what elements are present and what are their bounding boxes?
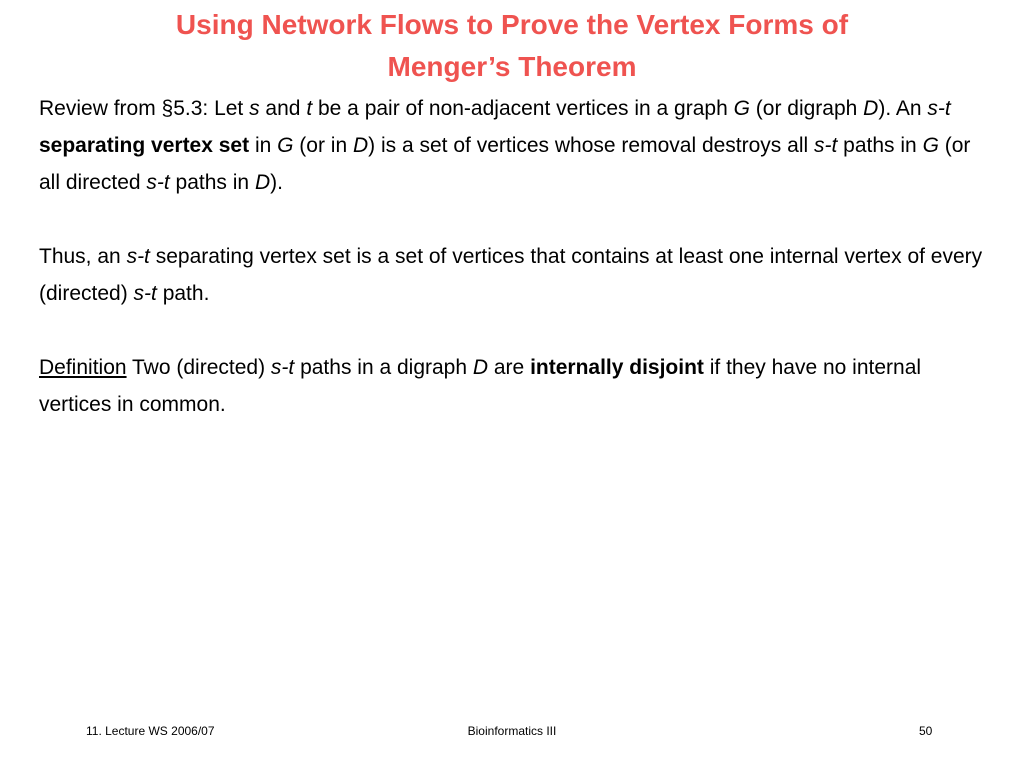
paragraph-gap (39, 312, 989, 349)
term-separating-vertex-set: separating vertex set (39, 134, 250, 157)
title-line-2: Menger’s Theorem (387, 51, 637, 82)
title-line-1: Using Network Flows to Prove the Vertex Forms of (175, 9, 849, 40)
slide-title (40, 4, 984, 88)
footer-page-number: 50 (919, 724, 933, 738)
footer-course: Bioinformatics III (467, 724, 557, 738)
footer-lecture: 11. Lecture WS 2006/07 (86, 724, 215, 738)
paragraph-definition: Definition Two (directed) s-t paths in a digraph D are internally disjoint if they have no internal vertices in common. (39, 356, 922, 416)
paragraph-review: Review from §5.3: Let s and t be a pair of non-adjacent vertices in a graph G (or digraph D). An s-t separating vertex set in G (or in D) is a set of vertices whose removal destroys all s-t paths in G (or all directed s-t paths in D). (39, 97, 971, 194)
slide-body (39, 90, 989, 423)
paragraph-thus: Thus, an s-t separating vertex set is a set of vertices that contains at least one internal vertex of every (directed) s-t path. (39, 245, 983, 305)
term-internally-disjoint: internally disjoint (530, 356, 704, 379)
paragraph-gap (39, 201, 989, 238)
definition-label: Definition (39, 356, 127, 379)
